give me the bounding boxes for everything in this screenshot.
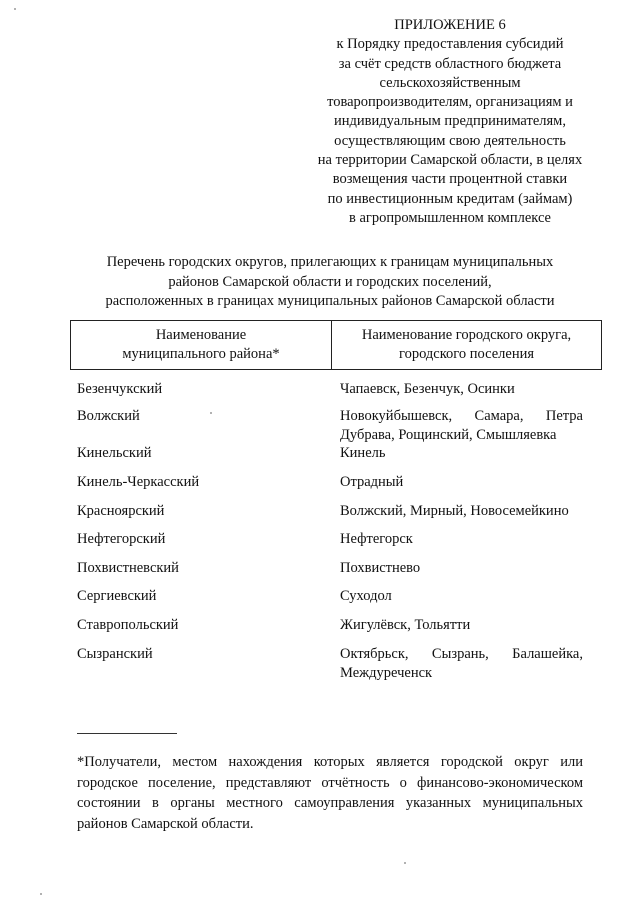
appendix-line: индивидуальным предпринимателям, <box>334 113 566 130</box>
appendix-line: сельскохозяйственным <box>379 74 521 91</box>
district-cell: Красноярский <box>77 503 165 519</box>
district-cell: Кинельский <box>77 445 152 461</box>
footnote-divider <box>77 733 177 734</box>
settlement-cell: Кинель <box>340 445 386 461</box>
district-cell: Сызранский <box>77 646 153 662</box>
district-cell: Кинель-Черкасский <box>77 474 200 490</box>
appendix-block <box>300 16 600 228</box>
appendix-line: по инвестиционным кредитам (займам) <box>327 190 573 207</box>
heading-line: расположенных в границах муниципальных районов Самарской области <box>105 293 555 309</box>
heading-line: районов Самарской области и городских поселений, <box>168 273 492 290</box>
appendix-line: в агропромышленном комплексе <box>348 209 551 226</box>
column-header-line: городского поселения <box>398 346 535 362</box>
appendix-line: возмещения части процентной ставки <box>332 171 568 188</box>
settlement-cell: Октябрьск, Сызрань, Балашейка, Междуреченск <box>340 646 583 681</box>
settlement-cell: Волжский, Мирный, Новосемейкино <box>340 503 569 519</box>
footnote: *Получатели, местом нахождения которых является городской округ или городское поселение, представляют отчётность о финансово-экономическом состоянии в органы местного самоуправления указанных муниципальных районов Самарской области. <box>77 754 583 832</box>
scan-speck <box>40 893 42 895</box>
settlement-cell: Чапаевск, Безенчук, Осинки <box>340 381 515 397</box>
settlement-cell: Нефтегорск <box>340 531 413 547</box>
column-header-settlement <box>332 321 601 369</box>
settlement-cell: Новокуйбышевск, Самара, Петра Дубрава, Рощинский, Смышляевка <box>340 408 583 443</box>
district-cell: Сергиевский <box>77 588 157 604</box>
appendix-title: ПРИЛОЖЕНИЕ 6 <box>394 17 506 33</box>
heading-line: Перечень городских округов, прилегающих к границам муниципальных <box>106 254 554 270</box>
column-header-line: Наименование городского округа, <box>361 327 572 343</box>
settlement-cell: Похвистнево <box>340 560 421 576</box>
settlement-cell: Отрадный <box>340 474 404 490</box>
district-cell: Волжский <box>77 408 140 424</box>
district-cell: Похвистневский <box>77 560 179 576</box>
column-header-line: Наименование <box>155 327 247 343</box>
district-cell: Нефтегорский <box>77 531 166 547</box>
column-header-district <box>71 321 332 369</box>
appendix-line: товаропроизводителям, организациям и <box>327 94 573 111</box>
settlement-cell: Суходол <box>340 588 392 604</box>
table-header <box>70 320 602 370</box>
scan-speck <box>14 8 16 10</box>
column-header-line: муниципального района* <box>122 346 280 362</box>
district-cell: Ставропольский <box>77 617 179 633</box>
appendix-line: осуществляющим свою деятельность <box>334 132 566 149</box>
district-cell: Безенчукский <box>77 381 163 397</box>
appendix-line: за счёт средств областного бюджета <box>338 55 562 72</box>
settlement-cell: Жигулёвск, Тольятти <box>340 617 471 633</box>
scan-speck <box>210 412 212 414</box>
list-heading <box>60 253 600 312</box>
scan-speck <box>404 862 406 864</box>
appendix-line: на территории Самарской области, в целях <box>317 152 583 169</box>
appendix-line: к Порядку предоставления субсидий <box>336 36 564 53</box>
